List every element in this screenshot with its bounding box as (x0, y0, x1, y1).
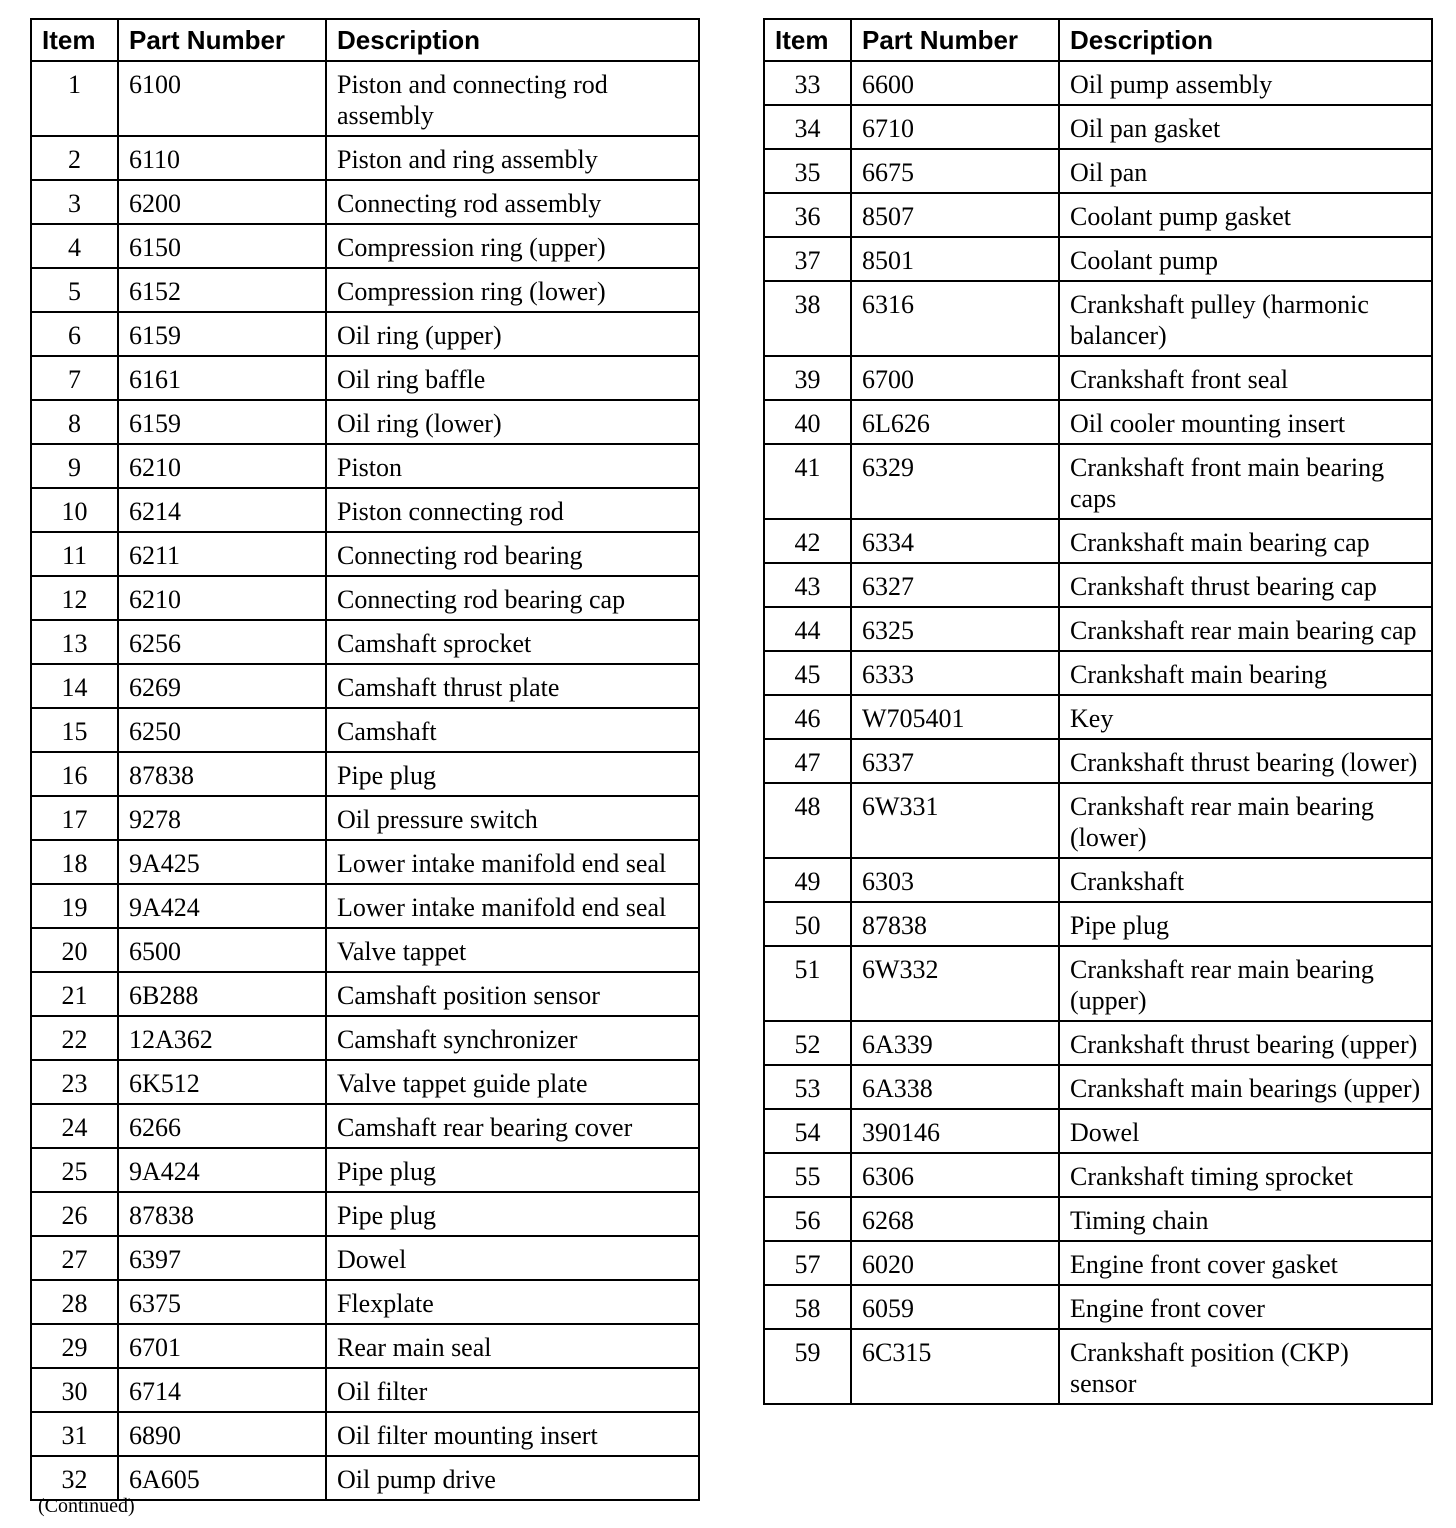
part-number-cell: 9278 (118, 796, 326, 840)
item-cell: 12 (31, 576, 118, 620)
description-cell: Camshaft position sensor (326, 972, 699, 1016)
part-number-cell: 6675 (851, 149, 1059, 193)
header-part-number: Part Number (118, 19, 326, 61)
part-number-cell: 6710 (851, 105, 1059, 149)
item-cell: 28 (31, 1280, 118, 1324)
table-row (31, 312, 699, 356)
part-number-cell: 6B288 (118, 972, 326, 1016)
parts-table-right (763, 18, 1433, 1405)
description-cell: Dowel (1059, 1109, 1432, 1153)
table-row (764, 1153, 1432, 1197)
description-cell: Flexplate (326, 1280, 699, 1324)
item-cell: 4 (31, 224, 118, 268)
item-cell: 48 (764, 783, 851, 858)
item-cell: 45 (764, 651, 851, 695)
description-cell: Pipe plug (1059, 902, 1432, 946)
table-row (764, 519, 1432, 563)
description-cell: Lower intake manifold end seal (326, 884, 699, 928)
part-number-cell: 87838 (118, 1192, 326, 1236)
table-row (31, 1104, 699, 1148)
part-number-cell: 6161 (118, 356, 326, 400)
description-cell: Engine front cover gasket (1059, 1241, 1432, 1285)
table-row (764, 1065, 1432, 1109)
part-number-cell: 6269 (118, 664, 326, 708)
table-row (764, 1197, 1432, 1241)
description-cell: Crankshaft front main bearing caps (1059, 444, 1432, 519)
item-cell: 30 (31, 1368, 118, 1412)
item-cell: 53 (764, 1065, 851, 1109)
item-cell: 34 (764, 105, 851, 149)
part-number-cell: 6211 (118, 532, 326, 576)
table-row (31, 928, 699, 972)
item-cell: 14 (31, 664, 118, 708)
table-row (31, 1192, 699, 1236)
description-cell: Piston (326, 444, 699, 488)
table-row (764, 281, 1432, 356)
description-cell: Piston and ring assembly (326, 136, 699, 180)
table-row (764, 946, 1432, 1021)
continued-note: (Continued) (38, 1495, 135, 1517)
part-number-cell: 8501 (851, 237, 1059, 281)
description-cell: Rear main seal (326, 1324, 699, 1368)
item-cell: 15 (31, 708, 118, 752)
part-number-cell: 6375 (118, 1280, 326, 1324)
parts-table-left (30, 18, 700, 1501)
table-row (764, 1329, 1432, 1404)
header-description: Description (326, 19, 699, 61)
description-cell: Oil pan (1059, 149, 1432, 193)
part-number-cell: 6714 (118, 1368, 326, 1412)
item-cell: 41 (764, 444, 851, 519)
item-cell: 47 (764, 739, 851, 783)
description-cell: Oil pressure switch (326, 796, 699, 840)
table-row (31, 972, 699, 1016)
item-cell: 6 (31, 312, 118, 356)
description-cell: Crankshaft main bearing cap (1059, 519, 1432, 563)
table-row (764, 444, 1432, 519)
item-cell: 11 (31, 532, 118, 576)
table-row (764, 783, 1432, 858)
description-cell: Crankshaft pulley (harmonic balancer) (1059, 281, 1432, 356)
part-number-cell: 6316 (851, 281, 1059, 356)
header-description: Description (1059, 19, 1432, 61)
part-number-cell: 9A424 (118, 884, 326, 928)
table-row (31, 180, 699, 224)
description-cell: Crankshaft position (CKP) sensor (1059, 1329, 1432, 1404)
item-cell: 52 (764, 1021, 851, 1065)
item-cell: 24 (31, 1104, 118, 1148)
item-cell: 13 (31, 620, 118, 664)
part-number-cell: 6A605 (118, 1456, 326, 1500)
item-cell: 3 (31, 180, 118, 224)
description-cell: Pipe plug (326, 752, 699, 796)
table-row (31, 1236, 699, 1280)
table-row (764, 902, 1432, 946)
item-cell: 7 (31, 356, 118, 400)
table-row (764, 400, 1432, 444)
description-cell: Crankshaft thrust bearing (lower) (1059, 739, 1432, 783)
item-cell: 39 (764, 356, 851, 400)
description-cell: Oil pan gasket (1059, 105, 1432, 149)
part-number-cell: 6266 (118, 1104, 326, 1148)
table-row (31, 752, 699, 796)
item-cell: 8 (31, 400, 118, 444)
part-number-cell: 6159 (118, 312, 326, 356)
table-row (31, 268, 699, 312)
part-number-cell: 6333 (851, 651, 1059, 695)
item-cell: 32 (31, 1456, 118, 1500)
item-cell: 49 (764, 858, 851, 902)
table-row (764, 1285, 1432, 1329)
item-cell: 59 (764, 1329, 851, 1404)
table-row (31, 1060, 699, 1104)
description-cell: Engine front cover (1059, 1285, 1432, 1329)
part-number-cell: 87838 (851, 902, 1059, 946)
item-cell: 1 (31, 61, 118, 136)
part-number-cell: 6W331 (851, 783, 1059, 858)
table-header-row (764, 19, 1432, 61)
part-number-cell: 6150 (118, 224, 326, 268)
description-cell: Crankshaft main bearings (upper) (1059, 1065, 1432, 1109)
item-cell: 29 (31, 1324, 118, 1368)
description-cell: Oil ring (upper) (326, 312, 699, 356)
description-cell: Connecting rod bearing (326, 532, 699, 576)
description-cell: Coolant pump (1059, 237, 1432, 281)
item-cell: 2 (31, 136, 118, 180)
table-row (31, 444, 699, 488)
part-number-cell: 6059 (851, 1285, 1059, 1329)
description-cell: Crankshaft timing sprocket (1059, 1153, 1432, 1197)
item-cell: 51 (764, 946, 851, 1021)
description-cell: Crankshaft (1059, 858, 1432, 902)
description-cell: Camshaft rear bearing cover (326, 1104, 699, 1148)
table-row (764, 1109, 1432, 1153)
description-cell: Crankshaft thrust bearing (upper) (1059, 1021, 1432, 1065)
part-number-cell: 6200 (118, 180, 326, 224)
description-cell: Piston connecting rod (326, 488, 699, 532)
description-cell: Oil pump assembly (1059, 61, 1432, 105)
table-row (764, 1021, 1432, 1065)
table-row (764, 858, 1432, 902)
description-cell: Lower intake manifold end seal (326, 840, 699, 884)
table-row (31, 576, 699, 620)
part-number-cell: 6500 (118, 928, 326, 972)
table-row (31, 61, 699, 136)
description-cell: Valve tappet guide plate (326, 1060, 699, 1104)
table-row (31, 840, 699, 884)
item-cell: 26 (31, 1192, 118, 1236)
item-cell: 58 (764, 1285, 851, 1329)
part-number-cell: 6701 (118, 1324, 326, 1368)
description-cell: Dowel (326, 1236, 699, 1280)
item-cell: 20 (31, 928, 118, 972)
part-number-cell: 6020 (851, 1241, 1059, 1285)
item-cell: 37 (764, 237, 851, 281)
part-number-cell: 9A424 (118, 1148, 326, 1192)
item-cell: 33 (764, 61, 851, 105)
item-cell: 43 (764, 563, 851, 607)
item-cell: 9 (31, 444, 118, 488)
table-row (31, 400, 699, 444)
table-row (31, 1368, 699, 1412)
part-number-cell: 6700 (851, 356, 1059, 400)
part-number-cell: W705401 (851, 695, 1059, 739)
table-row (31, 884, 699, 928)
parts-table-right-body (764, 61, 1432, 1404)
parts-table-left-body (31, 61, 699, 1500)
table-row (31, 1456, 699, 1500)
table-row (764, 739, 1432, 783)
description-cell: Camshaft synchronizer (326, 1016, 699, 1060)
table-row (31, 1280, 699, 1324)
part-number-cell: 6210 (118, 576, 326, 620)
description-cell: Piston and connecting rod assembly (326, 61, 699, 136)
item-cell: 35 (764, 149, 851, 193)
part-number-cell: 6303 (851, 858, 1059, 902)
table-row (31, 708, 699, 752)
item-cell: 38 (764, 281, 851, 356)
part-number-cell: 6100 (118, 61, 326, 136)
item-cell: 17 (31, 796, 118, 840)
table-row (31, 1324, 699, 1368)
part-number-cell: 12A362 (118, 1016, 326, 1060)
part-number-cell: 6250 (118, 708, 326, 752)
item-cell: 56 (764, 1197, 851, 1241)
description-cell: Crankshaft thrust bearing cap (1059, 563, 1432, 607)
part-number-cell: 6600 (851, 61, 1059, 105)
item-cell: 21 (31, 972, 118, 1016)
item-cell: 42 (764, 519, 851, 563)
part-number-cell: 6325 (851, 607, 1059, 651)
part-number-cell: 6306 (851, 1153, 1059, 1197)
part-number-cell: 6K512 (118, 1060, 326, 1104)
item-cell: 44 (764, 607, 851, 651)
part-number-cell: 390146 (851, 1109, 1059, 1153)
table-row (31, 532, 699, 576)
table-row (31, 224, 699, 268)
header-part-number: Part Number (851, 19, 1059, 61)
description-cell: Crankshaft rear main bearing cap (1059, 607, 1432, 651)
table-row (764, 193, 1432, 237)
description-cell: Compression ring (lower) (326, 268, 699, 312)
table-row (764, 61, 1432, 105)
description-cell: Oil ring baffle (326, 356, 699, 400)
item-cell: 36 (764, 193, 851, 237)
description-cell: Oil cooler mounting insert (1059, 400, 1432, 444)
table-row (31, 356, 699, 400)
description-cell: Pipe plug (326, 1192, 699, 1236)
part-number-cell: 6110 (118, 136, 326, 180)
part-number-cell: 6214 (118, 488, 326, 532)
description-cell: Compression ring (upper) (326, 224, 699, 268)
header-item: Item (31, 19, 118, 61)
description-cell: Timing chain (1059, 1197, 1432, 1241)
item-cell: 57 (764, 1241, 851, 1285)
table-row (31, 488, 699, 532)
description-cell: Crankshaft rear main bearing (lower) (1059, 783, 1432, 858)
part-number-cell: 6C315 (851, 1329, 1059, 1404)
description-cell: Pipe plug (326, 1148, 699, 1192)
part-number-cell: 87838 (118, 752, 326, 796)
table-row (764, 563, 1432, 607)
table-row (31, 136, 699, 180)
part-number-cell: 6890 (118, 1412, 326, 1456)
table-row (764, 695, 1432, 739)
part-number-cell: 6A339 (851, 1021, 1059, 1065)
description-cell: Crankshaft front seal (1059, 356, 1432, 400)
description-cell: Connecting rod bearing cap (326, 576, 699, 620)
part-number-cell: 9A425 (118, 840, 326, 884)
table-row (764, 149, 1432, 193)
table-row (31, 1016, 699, 1060)
item-cell: 10 (31, 488, 118, 532)
part-number-cell: 6337 (851, 739, 1059, 783)
item-cell: 31 (31, 1412, 118, 1456)
item-cell: 27 (31, 1236, 118, 1280)
part-number-cell: 6256 (118, 620, 326, 664)
table-row (764, 607, 1432, 651)
table-row (31, 664, 699, 708)
part-number-cell: 6329 (851, 444, 1059, 519)
part-number-cell: 6210 (118, 444, 326, 488)
item-cell: 23 (31, 1060, 118, 1104)
description-cell: Connecting rod assembly (326, 180, 699, 224)
description-cell: Camshaft thrust plate (326, 664, 699, 708)
part-number-cell: 6334 (851, 519, 1059, 563)
table-row (764, 651, 1432, 695)
table-row (31, 796, 699, 840)
table-row (31, 620, 699, 664)
description-cell: Valve tappet (326, 928, 699, 972)
description-cell: Oil ring (lower) (326, 400, 699, 444)
description-cell: Key (1059, 695, 1432, 739)
part-number-cell: 6L626 (851, 400, 1059, 444)
part-number-cell: 6152 (118, 268, 326, 312)
item-cell: 18 (31, 840, 118, 884)
description-cell: Oil filter mounting insert (326, 1412, 699, 1456)
table-row (764, 237, 1432, 281)
item-cell: 5 (31, 268, 118, 312)
header-item: Item (764, 19, 851, 61)
part-number-cell: 8507 (851, 193, 1059, 237)
description-cell: Coolant pump gasket (1059, 193, 1432, 237)
part-number-cell: 6A338 (851, 1065, 1059, 1109)
part-number-cell: 6159 (118, 400, 326, 444)
table-row (764, 356, 1432, 400)
table-row (764, 1241, 1432, 1285)
item-cell: 46 (764, 695, 851, 739)
description-cell: Crankshaft rear main bearing (upper) (1059, 946, 1432, 1021)
description-cell: Oil filter (326, 1368, 699, 1412)
item-cell: 25 (31, 1148, 118, 1192)
item-cell: 16 (31, 752, 118, 796)
table-row (764, 105, 1432, 149)
item-cell: 50 (764, 902, 851, 946)
item-cell: 54 (764, 1109, 851, 1153)
part-number-cell: 6327 (851, 563, 1059, 607)
table-header-row (31, 19, 699, 61)
item-cell: 22 (31, 1016, 118, 1060)
description-cell: Crankshaft main bearing (1059, 651, 1432, 695)
item-cell: 40 (764, 400, 851, 444)
description-cell: Camshaft sprocket (326, 620, 699, 664)
part-number-cell: 6397 (118, 1236, 326, 1280)
part-number-cell: 6W332 (851, 946, 1059, 1021)
table-row (31, 1412, 699, 1456)
description-cell: Oil pump drive (326, 1456, 699, 1500)
item-cell: 19 (31, 884, 118, 928)
table-row (31, 1148, 699, 1192)
item-cell: 55 (764, 1153, 851, 1197)
part-number-cell: 6268 (851, 1197, 1059, 1241)
description-cell: Camshaft (326, 708, 699, 752)
